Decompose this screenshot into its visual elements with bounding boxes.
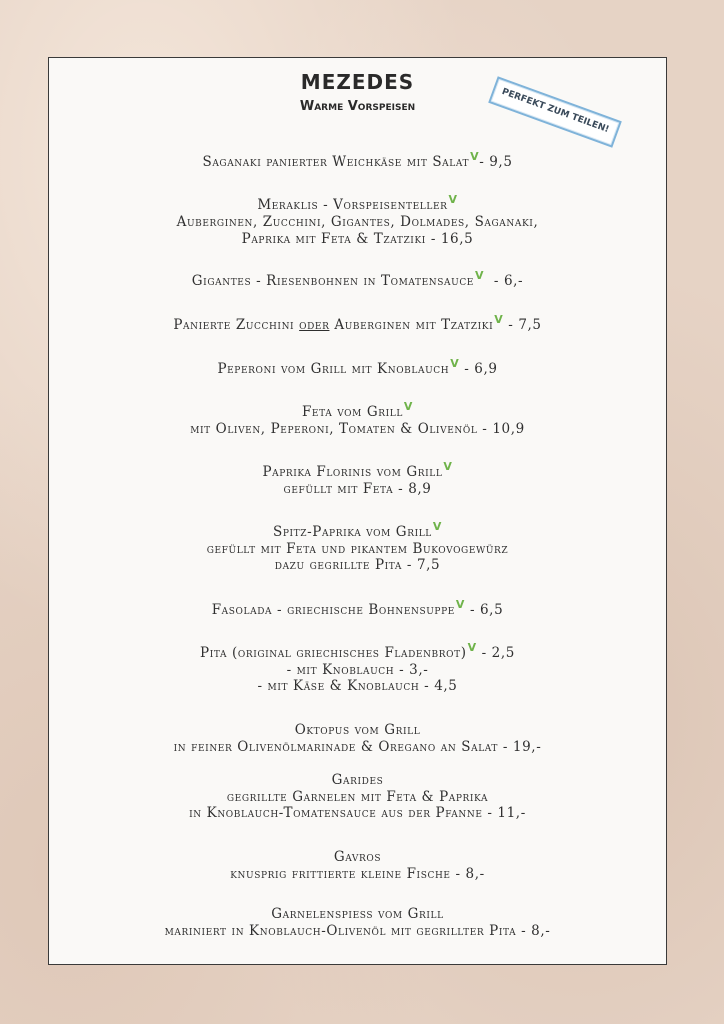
item-name: Pita (original griechisches Fladenbrot) (200, 645, 467, 661)
item-name: Fasolada - griechische Bohnensuppe (211, 602, 455, 618)
vegetarian-icon: V (474, 269, 485, 282)
item-name: Garnelenspiess vom Grill (271, 906, 444, 922)
item-option: - mit Käse & Knoblauch - 4,5 (257, 678, 458, 694)
item-price: - 6,9 (464, 361, 498, 377)
vegetarian-icon: V (467, 641, 477, 654)
item-price: - 9,5 (479, 154, 513, 170)
item-name-or: oder (299, 317, 330, 333)
item-name: Spitz-Paprika vom Grill (272, 524, 432, 540)
menu-card (48, 57, 667, 965)
vegetarian-icon: V (455, 598, 466, 611)
item-description: dazu gegrillte Pita - 7,5 (274, 557, 441, 573)
item-price: - 6,- (493, 273, 524, 289)
item-name: Paprika Florinis vom Grill (262, 464, 443, 480)
menu-item-pita (49, 641, 666, 661)
vegetarian-icon: V (450, 357, 460, 370)
item-price: - 7,5 (508, 317, 542, 333)
share-stamp: PERFEKT ZUM TEILEN! (488, 76, 622, 147)
menu-item-garides (49, 772, 666, 788)
item-name: Meraklis - Vorspeisenteller (257, 197, 448, 213)
menu-item-zucchini (49, 313, 666, 333)
menu-item-gigantes (49, 269, 666, 289)
item-description: knusprig frittierte kleine Fische - 8,- (230, 866, 485, 882)
item-name: Gavros (333, 849, 382, 865)
item-description: in Knoblauch-Tomatensauce aus der Pfanne - 11,- (189, 805, 526, 821)
vegetarian-icon: V (432, 520, 443, 533)
item-name: Oktopus vom Grill (294, 722, 421, 738)
menu-subtitle: Warme Vorspeisen (299, 99, 416, 114)
menu-item-peperoni (49, 357, 666, 377)
menu-item-meraklis (49, 193, 666, 213)
item-option: - mit Knoblauch - 3,- (286, 662, 429, 678)
item-description: gefüllt mit Feta und pikantem Bukovogewürz (206, 541, 509, 557)
item-name: Saganaki panierter Weichkäse mit Salat (202, 154, 470, 170)
item-name: Garides (331, 772, 384, 788)
item-description: gegrillte Garnelen mit Feta & Paprika (226, 789, 489, 805)
item-description: Auberginen, Zucchini, Gigantes, Dolmades, Saganaki, (176, 214, 539, 230)
vegetarian-icon: V (448, 193, 458, 206)
menu-item-oktopus (49, 722, 666, 738)
item-name: Auberginen mit Tzatziki (334, 317, 494, 333)
item-description: mariniert in Knoblauch-Olivenöl mit gegrillter Pita - 8,- (164, 923, 551, 939)
menu-title: MEZEDES (300, 70, 415, 94)
menu-item-saganaki (49, 150, 666, 170)
menu-item-garnelenspiess (49, 906, 666, 922)
menu-item-spitz-paprika (49, 520, 666, 540)
item-description: Paprika mit Feta & Tzatziki - 16,5 (241, 231, 474, 247)
item-name: Panierte Zucchini (173, 317, 295, 333)
menu-item-gavros (49, 849, 666, 865)
menu-item-fasolada (49, 598, 666, 618)
vegetarian-icon: V (403, 400, 414, 413)
item-description: gefüllt mit Feta - 8,9 (283, 481, 432, 497)
vegetarian-icon: V (494, 313, 504, 326)
item-price: - 2,5 (481, 645, 515, 661)
item-description: mit Oliven, Peperoni, Tomaten & Olivenöl - 10,9 (190, 421, 525, 437)
item-description: in feiner Olivenölmarinade & Oregano an Salat - 19,- (173, 739, 542, 755)
item-name: Gigantes - Riesenbohnen in Tomatensauce (191, 273, 474, 289)
menu-item-feta (49, 400, 666, 420)
vegetarian-icon: V (443, 460, 453, 473)
vegetarian-icon: V (470, 150, 480, 163)
item-name: Feta vom Grill (301, 404, 403, 420)
menu-item-paprika-florinis (49, 460, 666, 480)
item-name: Peperoni vom Grill mit Knoblauch (217, 361, 450, 377)
item-price: - 6,5 (469, 602, 504, 618)
